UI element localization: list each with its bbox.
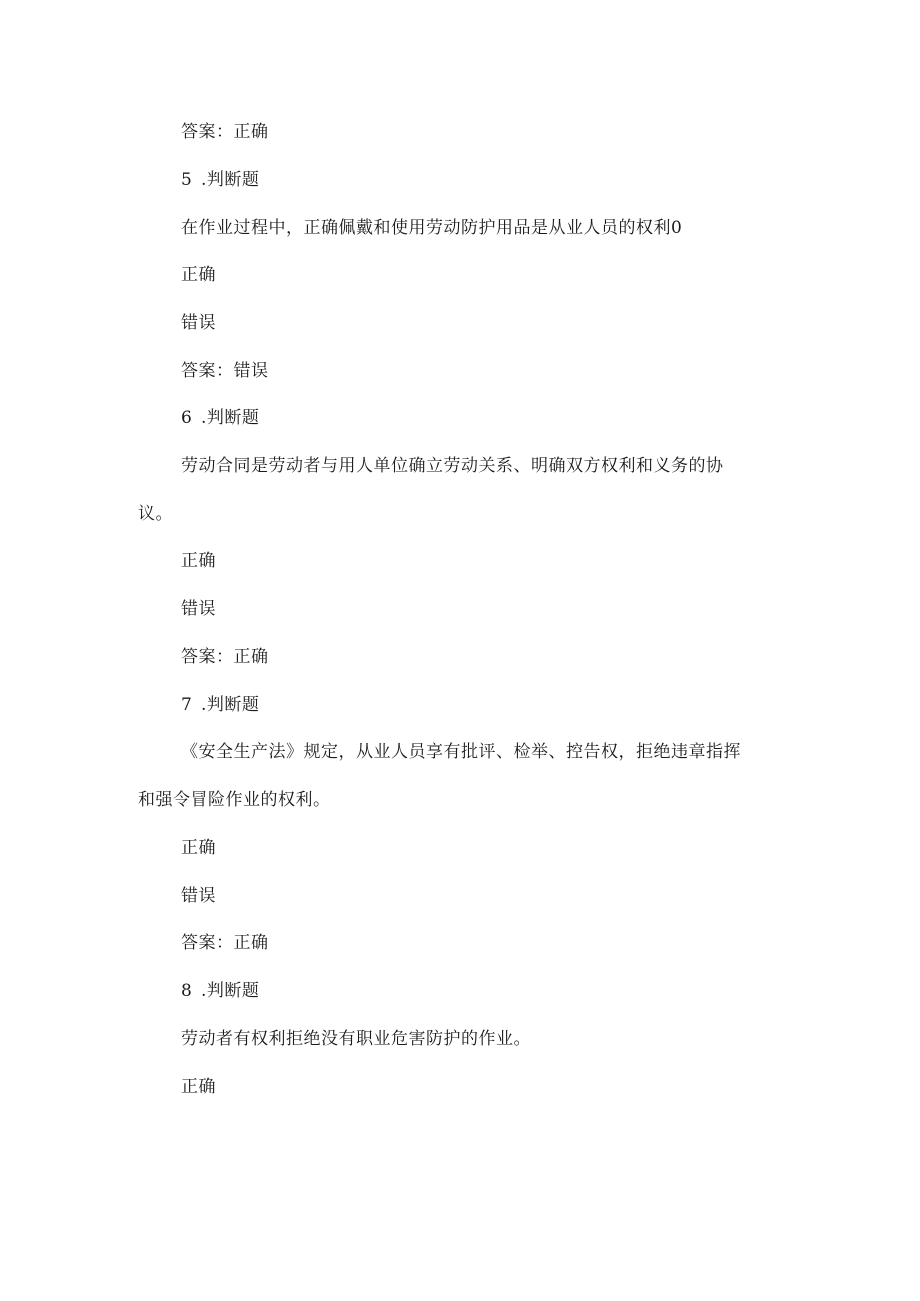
question-stem: 劳动者有权利拒绝没有职业危害防护的作业。	[181, 1029, 531, 1049]
question-type: .判断题	[201, 981, 260, 1001]
option-correct: 正确	[181, 265, 216, 285]
answer-line: 答案：正确	[181, 122, 269, 142]
answer-line: 答案：错误	[181, 361, 269, 381]
answer-line: 答案：正确	[181, 647, 269, 667]
question-heading	[181, 695, 259, 715]
option-correct: 正确	[181, 551, 216, 571]
answer-line: 答案：正确	[181, 933, 269, 953]
option-wrong: 错误	[181, 313, 216, 333]
question-number: 7	[181, 695, 193, 715]
question-type: .判断题	[201, 695, 260, 715]
question-type: .判断题	[201, 170, 260, 190]
question-type: .判断题	[201, 408, 260, 428]
option-wrong: 错误	[181, 886, 216, 906]
question-stem: 劳动合同是劳动者与用人单位确立劳动关系、明确双方权利和义务的协	[181, 456, 724, 476]
question-stem-continued: 议。	[138, 504, 173, 524]
question-stem: 《安全生产法》规定，从业人员享有批评、检举、控告权，拒绝违章指挥	[181, 742, 741, 762]
question-heading	[181, 981, 259, 1001]
option-correct: 正确	[181, 838, 216, 858]
question-stem: 在作业过程中，正确佩戴和使用劳动防护用品是从业人员的权利0	[181, 218, 683, 238]
question-heading	[181, 170, 259, 190]
question-heading	[181, 408, 259, 428]
question-number: 6	[181, 408, 193, 428]
option-wrong: 错误	[181, 599, 216, 619]
question-number: 8	[181, 981, 193, 1001]
option-correct: 正确	[181, 1077, 216, 1097]
question-stem-continued: 和强令冒险作业的权利。	[138, 790, 331, 810]
question-number: 5	[181, 170, 193, 190]
